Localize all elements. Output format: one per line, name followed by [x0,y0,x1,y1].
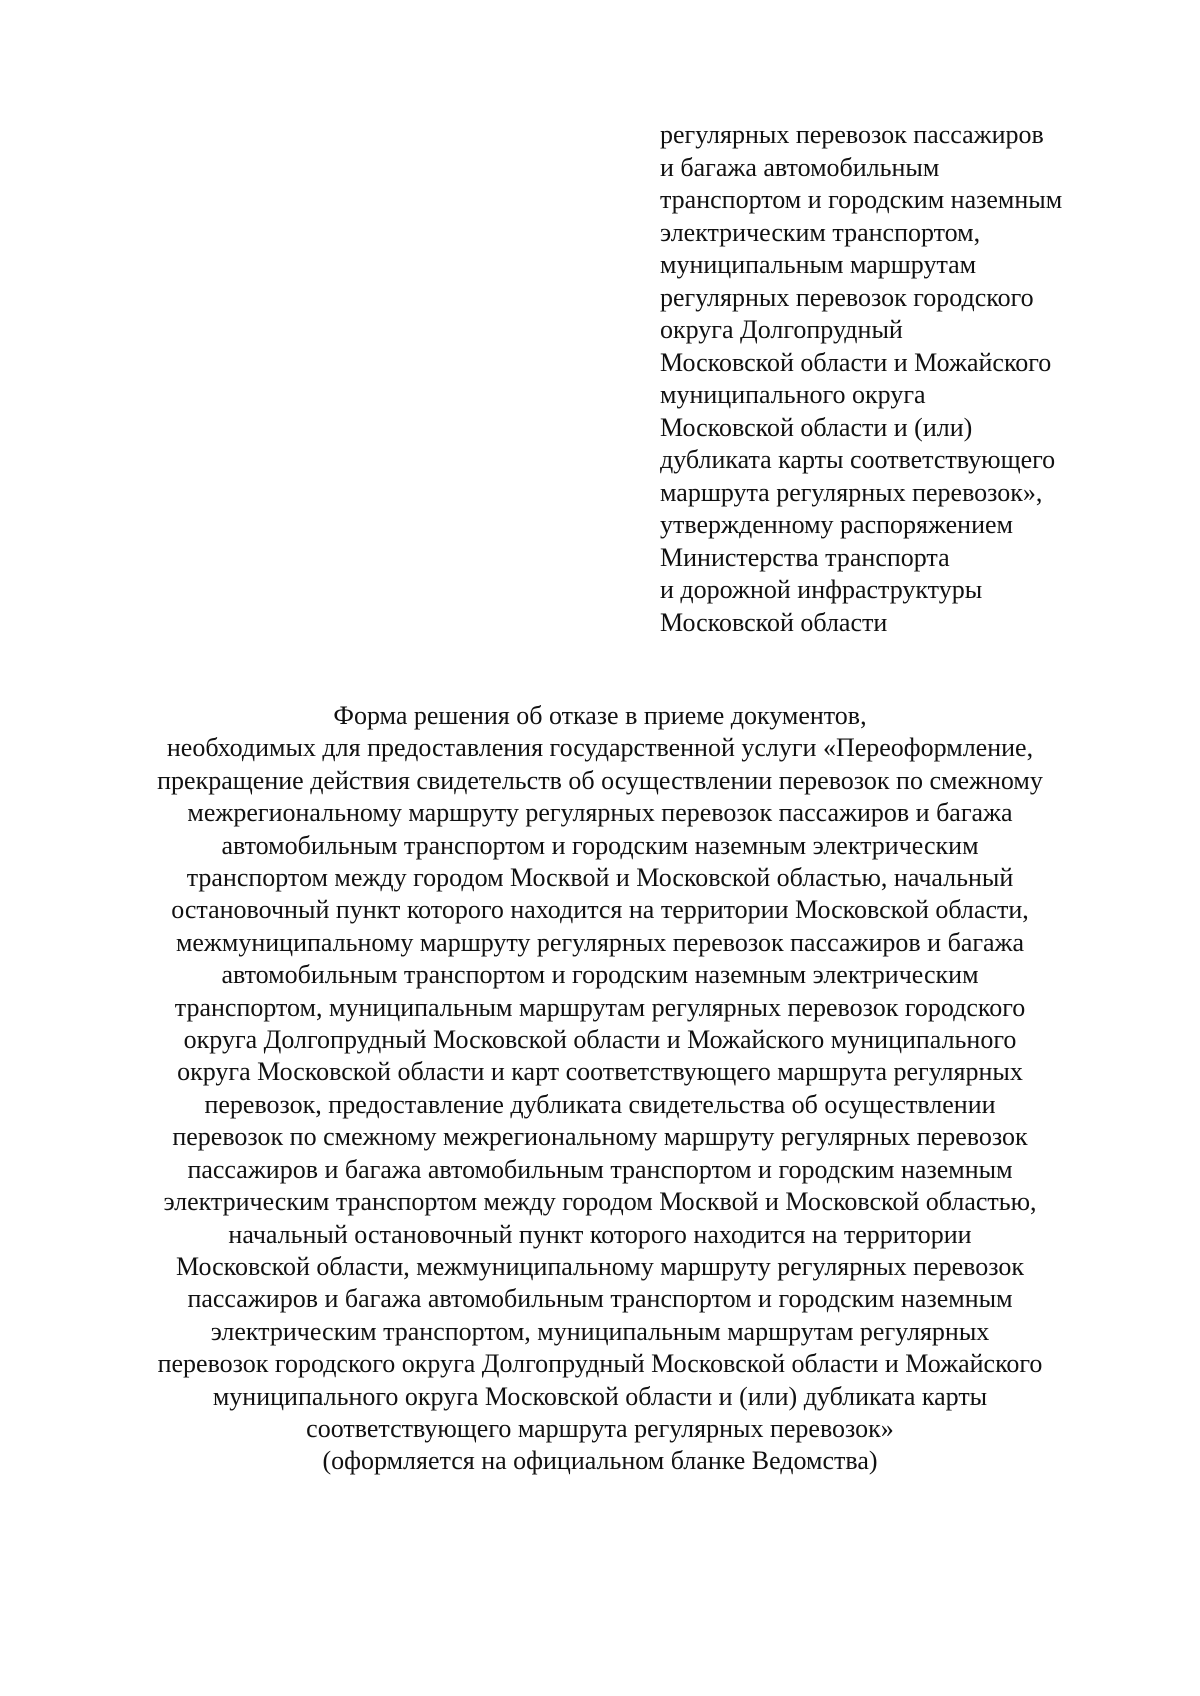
appendix-header [660,119,1160,639]
header-line: Московской области и (или) [660,412,973,442]
form-title-line: перевозок, предоставление дубликата свидетельства об осуществлении [204,1089,996,1119]
form-title-line: электрическим транспортом между городом Москвой и Московской областью, [163,1187,1037,1217]
form-title-line: транспортом между городом Москвой и Московской областью, начальный [186,863,1014,893]
header-line: маршрута регулярных перевозок», [660,477,1043,507]
header-line: регулярных перевозок городского [660,282,1034,312]
header-line: дубликата карты соответствующего [660,445,1056,474]
form-title-line: соответствующего маршрута регулярных перевозок» [306,1413,894,1443]
form-title-line: транспортом, муниципальным маршрутам регулярных перевозок городского [174,992,1026,1022]
form-title-line: пассажиров и багажа автомобильным транспортом и городским наземным [187,1284,1013,1314]
header-line: утвержденному распоряжением [660,510,1013,539]
form-title-line: автомобильным транспортом и городским наземным электрическим [221,830,979,860]
header-line: муниципального округа [660,380,926,409]
header-line: и дорожной инфраструктуры [660,575,983,604]
form-title-line: прекращение действия свидетельств об осуществлении перевозок по смежному [157,765,1043,795]
header-line: Московской области и Можайского [660,347,1052,377]
header-line: регулярных перевозок пассажиров [660,120,1044,149]
header-line: электрическим транспортом, [660,217,981,247]
header-line: Московской области [660,607,888,637]
form-title-line: межрегиональному маршруту регулярных перевозок пассажиров и багажа [187,798,1013,828]
form-title-line: Форма решения об отказе в приеме документов, [333,701,867,730]
form-title-line: округа Долгопрудный Московской области и Можайского муниципального [183,1025,1017,1055]
form-title-line: остановочный пункт которого находится на территории Московской области, [171,895,1029,925]
form-title-line: электрическим транспортом, муниципальным маршрутам регулярных [210,1316,990,1346]
form-title-line: муниципального округа Московской области и (или) дубликата карты [212,1381,988,1411]
form-note-line: (оформляется на официальном бланке Ведомства) [322,1446,878,1476]
form-title-line: межмуниципальному маршруту регулярных перевозок пассажиров и багажа [175,927,1025,957]
form-title-line: необходимых для предоставления государственной услуги «Переоформление, [166,733,1034,763]
form-title-line: автомобильным транспортом и городским наземным электрическим [221,960,979,990]
header-line: муниципальным маршрутам [660,250,977,279]
form-title-line: перевозок городского округа Долгопрудный Московской области и Можайского [157,1349,1043,1379]
header-line: Министерства транспорта [660,542,950,572]
form-title [80,700,1120,1478]
header-line: транспортом и городским наземным [660,185,1063,214]
form-title-line: округа Московской области и карт соответствующего маршрута регулярных [177,1057,1023,1087]
form-title-line: перевозок по смежному межрегиональному маршруту регулярных перевозок [172,1122,1028,1152]
form-title-line: Московской области, межмуниципальному маршруту регулярных перевозок [176,1251,1024,1281]
form-title-line: пассажиров и багажа автомобильным транспортом и городским наземным [187,1154,1013,1184]
header-line: и багажа автомобильным [660,152,940,182]
header-line: округа Долгопрудный [660,315,903,344]
form-title-line: начальный остановочный пункт которого находится на территории [228,1219,972,1249]
